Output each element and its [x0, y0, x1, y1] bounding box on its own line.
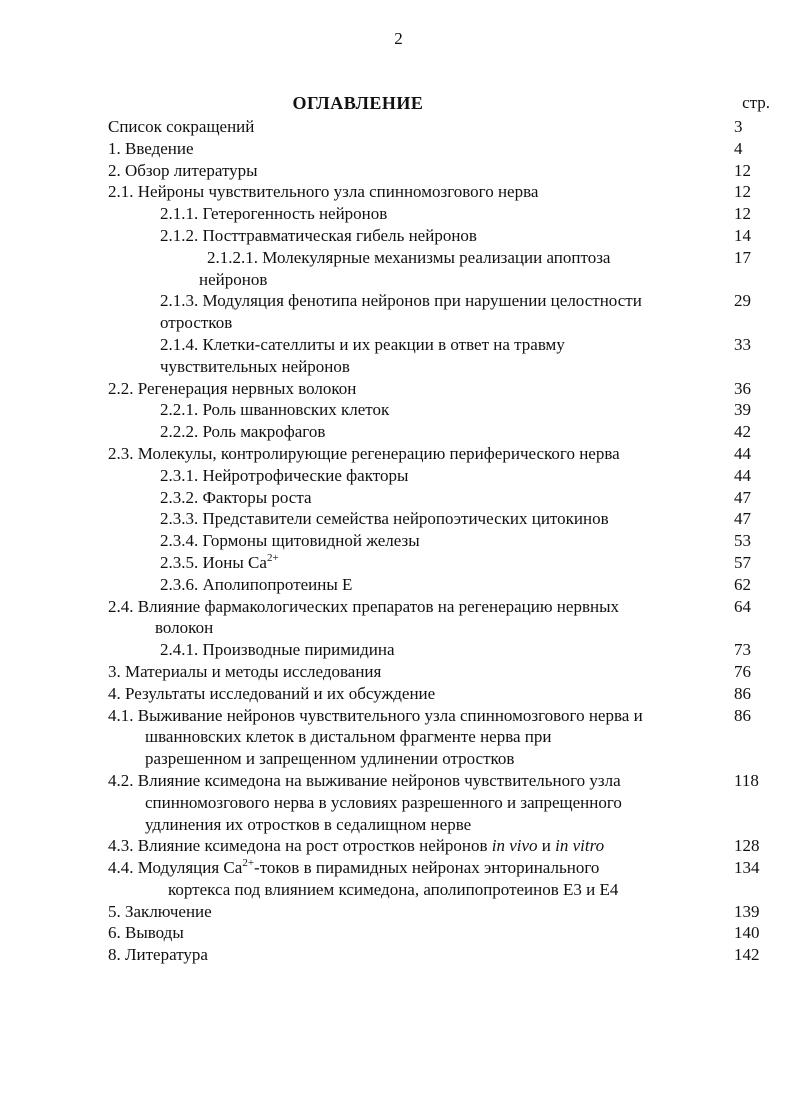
- toc-entry-segment: 4.3. Влияние ксимедона на рост отростков нейронов: [108, 836, 492, 856]
- toc-entry-line: чувствительных нейронов: [160, 356, 350, 376]
- toc-entry: [108, 378, 770, 400]
- toc-entry-page: 44: [734, 443, 751, 463]
- toc-entry-line: разрешенном и запрещенном удлинении отростков: [145, 749, 515, 769]
- toc-entry-text: 2.3.6. Аполипопротеины Е: [160, 574, 353, 594]
- toc-entry-text: 2.3.1. Нейротрофические факторы: [160, 465, 409, 485]
- toc-entry-page: 17: [734, 247, 751, 267]
- toc-entry-segment: 4.4. Модуляция Ca: [108, 858, 243, 878]
- toc-entry-superscript: 2+: [242, 857, 255, 870]
- toc-entry-text: 2.1.2. Посттравматическая гибель нейронов: [160, 225, 477, 245]
- toc-entry-text: [108, 835, 734, 857]
- toc-entry-page: 128: [734, 836, 760, 856]
- toc-entry-text: [108, 705, 734, 770]
- toc-entry-page: 76: [734, 661, 751, 681]
- toc-entry-page: 12: [734, 204, 751, 224]
- toc-entry-page: 3: [734, 117, 743, 136]
- toc-entry-text: 6. Выводы: [108, 923, 184, 943]
- toc-entry-text: 1. Введение: [108, 138, 194, 158]
- toc-entry-text: 2.2.2. Роль макрофагов: [160, 422, 326, 442]
- toc-entry: [108, 421, 770, 443]
- toc-entry-text: 2.3. Молекулы, контролирующие регенерацию периферического нерва: [108, 443, 620, 463]
- toc-entry-page: 53: [734, 531, 751, 551]
- toc-entry-page: 73: [734, 640, 751, 660]
- toc-entry-text: 2.3.2. Факторы роста: [160, 487, 312, 507]
- toc-entry-superscript: 2+: [266, 551, 279, 564]
- toc-entry-text: 2.2. Регенерация нервных волокон: [108, 378, 357, 398]
- toc-entry-page: 42: [734, 422, 751, 442]
- toc-entry: [108, 334, 770, 378]
- toc-entry: [108, 225, 770, 247]
- toc-entry: [108, 835, 770, 857]
- toc-entry-page: 62: [734, 574, 751, 594]
- toc-entry-text: [108, 770, 734, 835]
- toc-entry: [108, 203, 770, 225]
- toc-entry-segment: 2.3.5. Ионы Ca: [160, 552, 267, 572]
- toc-entry-page: 47: [734, 487, 751, 507]
- toc-entry: [108, 552, 770, 574]
- toc-entry-text: [108, 334, 734, 378]
- toc-entry: [108, 116, 770, 138]
- toc-entry-page: 86: [734, 683, 751, 703]
- toc-entry-text: 2.1. Нейроны чувствительного узла спинномозгового нерва: [108, 182, 539, 202]
- toc-entry-line: кортекса под влиянием ксимедона, аполипопротеинов Е3 и Е4: [168, 879, 619, 899]
- toc-entry-text: [108, 857, 734, 901]
- toc-entry-text: 5. Заключение: [108, 901, 212, 921]
- toc-entry: [108, 181, 770, 203]
- toc-entry-line: 4.1. Выживание нейронов чувствительного узла спинномозгового нерва и: [108, 705, 643, 725]
- toc-entry-page: 36: [734, 378, 751, 398]
- toc-entry: [108, 705, 770, 770]
- toc-entry: [108, 661, 770, 683]
- page-column-label: стр.: [742, 93, 770, 112]
- toc-entry-line: 2.4. Влияние фармакологических препаратов на регенерацию нервных: [108, 596, 619, 616]
- toc-entry: [108, 465, 770, 487]
- toc-entry: [108, 857, 770, 901]
- toc-entry-italic: in vivo: [491, 836, 538, 856]
- toc-entry: [108, 290, 770, 334]
- toc-entry-line: шванновских клеток в дистальном фрагменте нерва при: [145, 727, 552, 747]
- toc-entry-page: 86: [734, 705, 751, 725]
- toc-entry: [108, 596, 770, 640]
- toc-entry-page: 142: [734, 945, 760, 965]
- toc-entry-page: 134: [734, 858, 760, 878]
- toc-entry: [108, 487, 770, 509]
- toc-entry-line: нейронов: [199, 269, 268, 289]
- toc-entry-page: 39: [734, 400, 751, 420]
- toc-entry-text: 2.2.1. Роль шванновских клеток: [160, 400, 390, 420]
- toc-entry-text: [108, 247, 734, 291]
- toc-entry-line: 4.2. Влияние ксимедона на выживание нейронов чувствительного узла: [108, 770, 621, 790]
- toc-entry-text: 2.1.1. Гетерогенность нейронов: [160, 204, 388, 224]
- toc-entry-page: 14: [734, 225, 751, 245]
- toc-entry-line: отростков: [160, 313, 233, 333]
- toc-entry-page: 57: [734, 552, 751, 572]
- toc-entry: [108, 399, 770, 421]
- toc-title: ОГЛАВЛЕНИЕ: [292, 93, 424, 113]
- table-of-contents: [108, 116, 770, 966]
- toc-entry-line: 2.1.3. Модуляция фенотипа нейронов при нарушении целостности: [160, 291, 642, 311]
- toc-entry-text: 8. Литература: [108, 945, 208, 965]
- toc-entry: [108, 574, 770, 596]
- toc-entry-page: 44: [734, 465, 751, 485]
- toc-entry-text: [108, 290, 734, 334]
- toc-entry-text: 2.3.4. Гормоны щитовидной железы: [160, 531, 420, 551]
- toc-entry-line: 2.1.2.1. Молекулярные механизмы реализации апоптоза: [207, 247, 611, 267]
- toc-entry-page: 4: [734, 138, 743, 158]
- toc-entry-text: [108, 596, 734, 640]
- toc-entry: [108, 247, 770, 291]
- toc-entry-segment: и: [537, 836, 556, 856]
- toc-header: [108, 93, 770, 115]
- toc-entry: [108, 160, 770, 182]
- page-number: 2: [394, 29, 403, 48]
- toc-entry-page: 33: [734, 334, 751, 354]
- toc-entry-page: 47: [734, 509, 751, 529]
- toc-entry-text: 2.4.1. Производные пиримидина: [160, 640, 395, 660]
- toc-entry-line: удлинения их отростков в седалищном нерве: [145, 814, 472, 834]
- toc-entry-page: 139: [734, 901, 760, 921]
- toc-entry-line: 2.1.4. Клетки-сателлиты и их реакции в ответ на травму: [160, 334, 565, 354]
- toc-entry-line: [108, 857, 722, 879]
- toc-entry-text: [108, 552, 734, 574]
- toc-entry-page: 29: [734, 291, 751, 311]
- toc-entry-page: 12: [734, 160, 751, 180]
- toc-entry-line: спинномозгового нерва в условиях разрешенного и запрещенного: [145, 792, 622, 812]
- toc-entry-text: 2.3.3. Представители семейства нейропоэтических цитокинов: [160, 509, 609, 529]
- toc-entry-text: 3. Материалы и методы исследования: [108, 661, 382, 681]
- toc-entry-page: 12: [734, 182, 751, 202]
- toc-entry: [108, 138, 770, 160]
- toc-entry-italic: in vitro: [555, 836, 605, 856]
- toc-entry-text: Список сокращений: [108, 117, 255, 136]
- toc-entry: [108, 922, 770, 944]
- toc-entry: [108, 639, 770, 661]
- toc-entry: [108, 770, 770, 835]
- toc-entry: [108, 530, 770, 552]
- toc-entry-text: 2. Обзор литературы: [108, 160, 258, 180]
- toc-entry: [108, 443, 770, 465]
- toc-entry-page: 64: [734, 596, 751, 616]
- toc-entry: [108, 901, 770, 923]
- toc-entry: [108, 944, 770, 966]
- toc-entry: [108, 508, 770, 530]
- toc-entry-segment: -токов в пирамидных нейронах энторинального: [254, 858, 600, 878]
- toc-entry-text: 4. Результаты исследований и их обсуждение: [108, 683, 436, 703]
- toc-entry-page: 140: [734, 923, 760, 943]
- toc-entry-page: 118: [734, 770, 759, 790]
- toc-entry: [108, 683, 770, 705]
- toc-entry-line: волокон: [155, 618, 214, 638]
